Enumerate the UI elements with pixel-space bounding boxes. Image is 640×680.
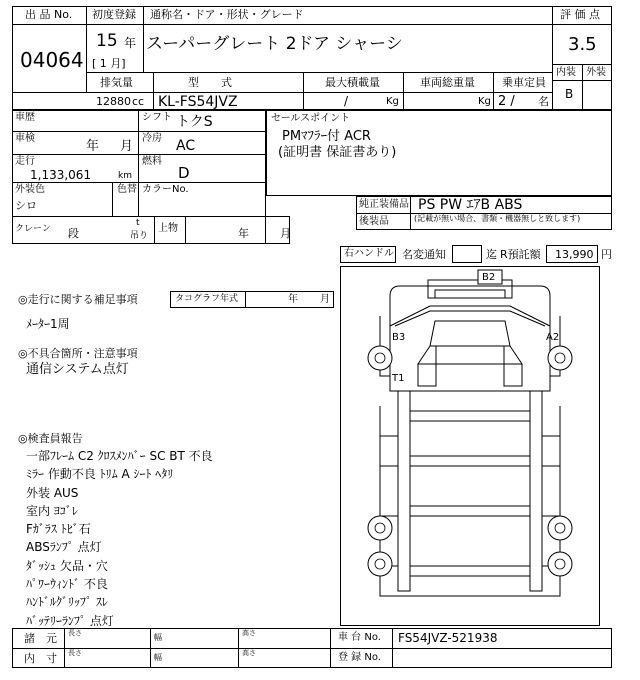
inspector-report-line: ﾊﾞｯﾃﾘｰﾗﾝﾌﾟ 点灯 bbox=[26, 613, 114, 628]
upper-month: 月 bbox=[280, 227, 291, 240]
capacity-unit: 名 bbox=[538, 95, 549, 108]
lot-no: 04064 bbox=[20, 48, 84, 72]
sales-point-label: セールスポイント bbox=[271, 113, 351, 124]
displacement-unit: cc bbox=[132, 95, 145, 108]
gross-weight-unit: Kg bbox=[478, 96, 491, 107]
dims-height-label: 高さ bbox=[242, 629, 256, 637]
inspector-report-line: ﾐﾗｰ 作動不良 ﾄﾘﾑ A ｼｰﾄ ﾍﾀﾘ bbox=[26, 467, 174, 482]
truck-diagram bbox=[340, 266, 600, 626]
mileage-value: 1,133,061 bbox=[30, 168, 92, 182]
inspector-report-line: 室内 ﾖｺﾞﾚ bbox=[26, 503, 78, 518]
sales-point-line2: (証明書 保証書あり) bbox=[278, 145, 397, 160]
crane-label: クレーン bbox=[15, 224, 51, 234]
first-reg-label: 初度登録 bbox=[92, 8, 136, 21]
first-reg-month: [ 1 月] bbox=[92, 57, 126, 70]
displacement-label: 排気量 bbox=[100, 76, 133, 89]
cooler-label: 冷房 bbox=[142, 133, 162, 144]
inner-label: 内 寸 bbox=[24, 652, 57, 665]
shift-value: トクS bbox=[176, 114, 213, 130]
reg-label: 登 録 No. bbox=[338, 652, 381, 663]
crane-t: t bbox=[136, 218, 140, 228]
interior-label: 内装 bbox=[556, 67, 576, 78]
r-mileage-value: 13,990 bbox=[555, 248, 594, 261]
mileage-label: 走行 bbox=[15, 156, 35, 167]
inspection-label: 車検 bbox=[15, 133, 35, 144]
sales-point-line1: PMﾏﾌﾗｰ付 ACR bbox=[282, 129, 371, 144]
defect-label: ◎不具合箇所・注意事項 bbox=[18, 347, 138, 360]
history-label: 車歴 bbox=[15, 112, 35, 123]
right-hand-label: 右ハンドル bbox=[344, 248, 394, 259]
inspector-label: ◎検査員報告 bbox=[18, 432, 83, 445]
cooler-value: AC bbox=[176, 138, 196, 154]
name-change-label: 名変通知 bbox=[402, 248, 446, 261]
capacity-label: 乗車定員 bbox=[502, 76, 546, 89]
inspector-report-line: ﾊﾝﾄﾞﾙｸﾞﾘｯﾌﾟ ｽﾚ bbox=[26, 595, 108, 610]
damage-a2: A2 bbox=[546, 332, 560, 343]
equipment-label: 純正装備品 bbox=[359, 199, 409, 210]
inner-width-label: 幅 bbox=[154, 653, 162, 662]
max-load-value: / bbox=[344, 94, 349, 108]
equipment-value: PS PW ｴｱB ABS bbox=[418, 197, 523, 213]
fuel-value: D bbox=[178, 164, 190, 182]
max-load-unit: Kg bbox=[386, 96, 399, 107]
capacity-value: 2 / bbox=[498, 94, 515, 109]
dims-label: 諸 元 bbox=[24, 632, 57, 645]
year-unit: 年 bbox=[124, 36, 137, 50]
crane-stage: 段 bbox=[68, 227, 79, 240]
running-note: ﾒｰﾀｰ1周 bbox=[26, 317, 70, 331]
dims-width-label: 幅 bbox=[154, 633, 162, 642]
damage-b3: B3 bbox=[392, 332, 406, 343]
tachograph-label: タコグラフ年式 bbox=[175, 294, 239, 304]
running-remarks-label: ◎走行に関する補足事項 bbox=[18, 293, 138, 306]
rating-label: 評 価 点 bbox=[560, 8, 600, 21]
model-code: KL-FS54JVZ bbox=[158, 94, 238, 110]
chassis-label: 車 台 No. bbox=[338, 632, 381, 643]
lot-no-label: 出 品 No. bbox=[25, 8, 73, 21]
ext-color-value: シロ bbox=[15, 199, 37, 212]
displacement-value: 12880 bbox=[96, 95, 131, 108]
tachograph-month: 月 bbox=[320, 294, 330, 305]
tachograph-year: 年 bbox=[288, 294, 298, 305]
crane-hoist: 吊り bbox=[130, 231, 149, 241]
max-load-label: 最大積載量 bbox=[325, 76, 380, 89]
mileage-unit: km bbox=[118, 171, 132, 181]
inner-length-label: 長さ bbox=[68, 649, 82, 657]
ext-color-label: 外装色 bbox=[15, 184, 45, 195]
first-reg-year: 15 bbox=[96, 31, 118, 51]
upper-year: 年 bbox=[238, 227, 249, 240]
inspector-report-line: ABSﾗﾝﾌﾟ 点灯 bbox=[26, 540, 102, 555]
inspector-report-line: ﾀﾞｯｼｭ 欠品・穴 bbox=[26, 558, 108, 573]
chassis-no: FS54JVZ-521938 bbox=[398, 631, 498, 645]
inspector-report-list bbox=[26, 447, 213, 630]
inspector-report-line: Fｶﾞﾗｽ ﾄﾋﾞ石 bbox=[26, 522, 91, 537]
interior-value: B bbox=[565, 87, 574, 101]
gross-weight-label: 車両総重量 bbox=[420, 76, 475, 89]
inner-height-label: 高さ bbox=[242, 649, 256, 657]
damage-t1: T1 bbox=[392, 373, 405, 384]
color-no-label: カラーNo. bbox=[142, 184, 189, 195]
aftermarket-note: (記載が無い場合、書類・機器無しと致します) bbox=[414, 214, 581, 223]
inspection-year: 年 bbox=[86, 139, 100, 154]
inspector-report-line: 一部ﾌﾚｰﾑ C2 ｸﾛｽﾒﾝﾊﾞｰ SC BT 不良 bbox=[26, 449, 213, 463]
model-code-label: 型 式 bbox=[188, 76, 232, 89]
upper-label: 上物 bbox=[158, 223, 178, 234]
name-change-box bbox=[452, 245, 482, 263]
damage-b2: B2 bbox=[482, 272, 496, 283]
inspection-month: 月 bbox=[120, 139, 134, 154]
inspector-report-line: ﾊﾟﾜｰｳｨﾝﾄﾞ 不良 bbox=[26, 577, 108, 592]
defect-note: 通信システム点灯 bbox=[26, 362, 129, 377]
yen-label: 円 bbox=[601, 248, 612, 261]
shift-label: シフト bbox=[142, 112, 172, 123]
model-name-label: 通称名・ドア・形状・グレード bbox=[150, 8, 304, 21]
aftermarket-label: 後装品 bbox=[359, 216, 389, 227]
model-name: スーパーグレート 2ドア シャーシ bbox=[146, 34, 403, 54]
dims-length-label: 長さ bbox=[68, 629, 82, 637]
within-label: 迄 bbox=[486, 248, 497, 261]
fuel-label: 燃料 bbox=[142, 156, 162, 167]
color-change-label: 色替 bbox=[117, 184, 137, 195]
rating-value: 3.5 bbox=[568, 34, 597, 55]
r-mileage-label: R預託額 bbox=[500, 248, 541, 261]
inspector-report-line: 外装 AUS bbox=[26, 485, 79, 500]
exterior-label: 外装 bbox=[586, 67, 606, 78]
